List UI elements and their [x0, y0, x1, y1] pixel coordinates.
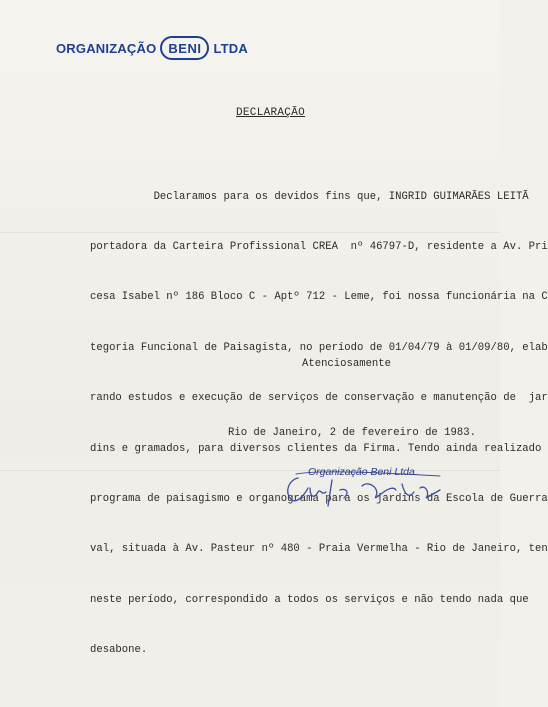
body-line: portadora da Carteira Profissional CREA nº 46797-D, residente a Av. Pri	[90, 240, 548, 253]
document-title: DECLARAÇÃO	[236, 107, 306, 119]
body-line: programa de paisagismo e organograma para os jardins da Escola de Guerra	[90, 492, 548, 505]
letterhead-suffix: LTDA	[213, 40, 248, 56]
signature-stamp	[280, 462, 460, 512]
body-line: dins e gramados, para diversos clientes da Firma. Tendo ainda realizado	[90, 442, 542, 455]
body-line: rando estudos e execução de serviços de conservação e manutenção de jar	[90, 392, 548, 405]
letterhead	[56, 36, 248, 60]
signature-company: Organização Beni Ltda.	[308, 466, 418, 478]
beni-logo	[160, 36, 209, 60]
document-body	[90, 155, 548, 693]
letterhead-prefix: ORGANIZAÇÃO	[56, 40, 157, 56]
logo-text: BENI	[168, 40, 202, 56]
body-line: Declaramos para os devidos fins que, INGRID GUIMARÃES LEITÃ	[90, 190, 529, 203]
date-line: Rio de Janeiro, 2 de fevereiro de 1983.	[228, 427, 476, 439]
body-line: tegoria Funcional de Paisagista, no período de 01/04/79 à 01/09/80, elab	[90, 341, 548, 354]
body-line: val, situada à Av. Pasteur nº 480 - Praia Vermelha - Rio de Janeiro, ten	[90, 543, 548, 556]
body-line: neste período, correspondido a todos os serviços e não tendo nada que	[90, 593, 529, 606]
body-line: desabone.	[90, 644, 148, 657]
body-line: cesa Isabel nº 186 Bloco C - Aptº 712 - Leme, foi nossa funcionária na C	[90, 291, 548, 304]
closing: Atenciosamente	[302, 358, 392, 370]
